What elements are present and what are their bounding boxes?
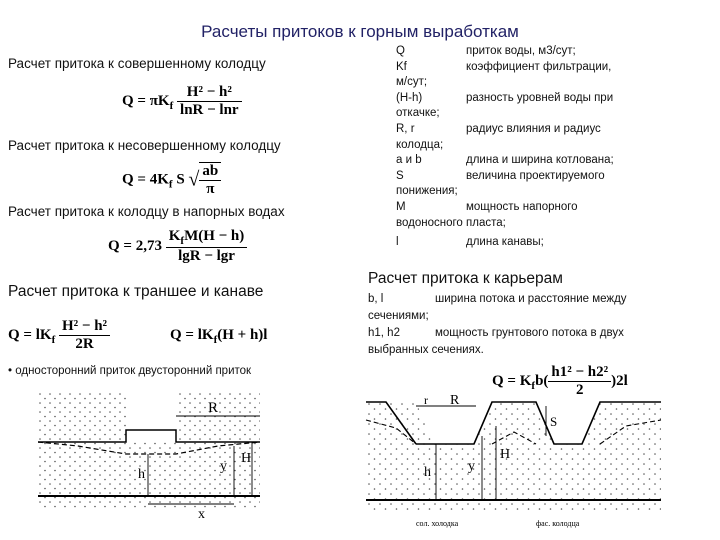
legend-row: понижения; bbox=[396, 185, 458, 198]
r-label: r bbox=[424, 393, 428, 407]
legend-row: b, l ширина потока и расстояние между bbox=[368, 293, 627, 305]
section-imperfect-well: Расчет притока к несовершенному колодцу bbox=[8, 138, 281, 153]
legend-row: l длина канавы; bbox=[396, 236, 544, 249]
H-label: H bbox=[241, 451, 252, 466]
legend-row: R, r радиус влияния и радиус bbox=[396, 122, 601, 135]
footnote-right: фас. колодца bbox=[536, 519, 580, 528]
formula-trench-two-sided: $Q = lK_f(H + h)l$ bbox=[170, 327, 268, 346]
quarry-legend bbox=[368, 291, 714, 359]
legend-row: h1, h2 мощность грунтового потока в двух bbox=[368, 327, 624, 339]
trench-diagram bbox=[38, 392, 268, 522]
legend-row: откачке; bbox=[396, 107, 440, 120]
H-label: H bbox=[500, 447, 511, 462]
legend-row: выбранных сечениях. bbox=[368, 344, 484, 356]
soil-hatch bbox=[366, 402, 661, 510]
formula-quarry: $Q = K_fb$( $\frac{\text{h1² − h2²}}{2}$ )2l bbox=[492, 364, 628, 398]
section-trench: Расчет притока к траншее и канаве bbox=[8, 283, 264, 300]
h-label: h bbox=[138, 467, 145, 482]
legend-row: сечениями; bbox=[368, 310, 429, 322]
footnote-left: сол. холодка bbox=[416, 519, 459, 528]
legend-row: M мощность напорного bbox=[396, 200, 578, 213]
section-perfect-well: Расчет притока к совершенному колодцу bbox=[8, 56, 266, 71]
page-title: Расчеты притоков к горным выработкам bbox=[201, 22, 519, 41]
h-label: h bbox=[424, 465, 431, 480]
section-pressure-well: Расчет притока к колодцу в напорных водах bbox=[8, 204, 285, 219]
quarry-diagram bbox=[356, 392, 666, 532]
legend-row: водоносного пласта; bbox=[396, 216, 506, 229]
x-label: x bbox=[198, 507, 205, 522]
formula-pressure-well: Q = 2,73 $\frac{K_fM(H - h)}{\lg R - \lg r}$ bbox=[108, 228, 247, 265]
formula-imperfect-well: $Q = 4K_f$ S √ $\frac{ab}{\pi}$ bbox=[122, 162, 221, 198]
trench-caption: • односторонний приток двусторонний приток bbox=[8, 365, 252, 377]
legend-row: Q приток воды, м3/сут; bbox=[396, 45, 576, 57]
formula-trench-one-sided: $Q = lK_f$ $\frac{\text{H² − h²}}{2R}$ bbox=[8, 318, 110, 353]
legend bbox=[396, 44, 716, 251]
formula-perfect-well: $Q = \pi K_f$ $\frac{\text{H² − h²}}{\ln R - \ln r}$ bbox=[122, 84, 242, 119]
R-label: R bbox=[208, 400, 219, 416]
R-label: R bbox=[450, 393, 460, 408]
section-quarry: Расчет притока к карьерам bbox=[368, 270, 563, 287]
legend-row: S величина проектируемого bbox=[396, 169, 605, 182]
S-label: S bbox=[550, 414, 558, 429]
y-label: y bbox=[468, 459, 475, 474]
legend-row: Kf коэффициент фильтрации, bbox=[396, 60, 612, 73]
legend-row: м/сут; bbox=[396, 76, 428, 89]
legend-row: (H-h) разность уровней воды при bbox=[396, 91, 614, 104]
y-label: y bbox=[220, 459, 227, 474]
trench-cut bbox=[126, 392, 176, 442]
legend-row: a и b длина и ширина котлована; bbox=[396, 154, 614, 167]
legend-row: колодца; bbox=[396, 138, 444, 151]
